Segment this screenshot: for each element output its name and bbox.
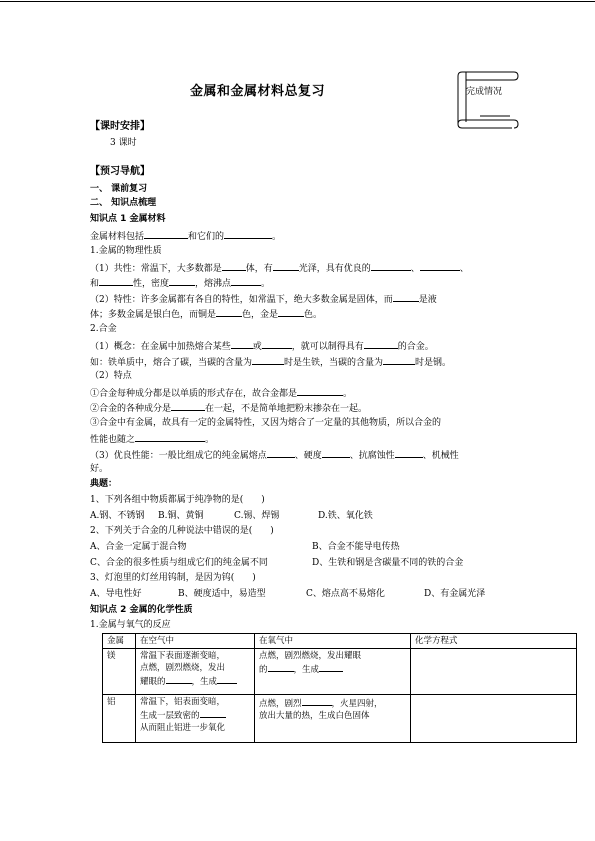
- metal-cell: 铝: [103, 695, 136, 743]
- blank: [166, 674, 192, 684]
- air-cell: [136, 695, 255, 743]
- kp1-line: [90, 355, 451, 369]
- blank: [383, 355, 415, 365]
- text: 是液: [418, 295, 437, 305]
- blank: [267, 448, 295, 458]
- cell-text: 点燃，剧烈燃烧，发出: [140, 663, 226, 673]
- option-b: B、硬度适中，易造型: [178, 589, 266, 599]
- oxygen-reaction-heading: 1.金属与氧气的反应: [90, 620, 171, 630]
- blank: [420, 261, 460, 271]
- text: 金属材料包括: [90, 232, 145, 242]
- text: 的: [259, 665, 268, 675]
- text: （1）共性：常温下，大多数都是: [90, 264, 222, 274]
- cell-text: [140, 708, 250, 722]
- option-b: B、合金不能导电传热: [312, 542, 400, 552]
- question-3: 3、灯泡里的灯丝用钨制，是因为钨( ): [90, 573, 256, 583]
- kp1-line: 1.金属的物理性质: [90, 246, 162, 256]
- text: 生成一层致密的: [140, 711, 200, 721]
- kp1-line: [90, 307, 322, 321]
- equation-cell: [411, 695, 577, 743]
- question-2: 2、下列关于合金的几种说法中错误的是( ): [90, 526, 274, 536]
- table-header-row: [103, 634, 577, 649]
- header-air: 在空气中: [136, 634, 255, 649]
- blank: [395, 448, 423, 458]
- oxygen-cell: [255, 695, 411, 743]
- table-row: [103, 649, 577, 695]
- blank: [231, 339, 253, 349]
- section-review: 一、 课前复习: [90, 184, 148, 194]
- blank: [135, 432, 205, 442]
- kp1-line: [90, 276, 270, 290]
- option-c: C、熔点高不易熔化: [306, 589, 385, 599]
- header-equation: 化学方程式: [411, 634, 577, 649]
- section-sort: 二、 知识点梳理: [90, 198, 157, 208]
- table-row: [103, 695, 577, 743]
- blank: [302, 696, 332, 706]
- blank: [200, 708, 226, 718]
- kp1-line: [90, 448, 459, 462]
- text: 。: [343, 389, 353, 399]
- option-c: C、合金的很多性质与组成它们的纯金属不同: [90, 558, 268, 568]
- kp1-line: [90, 401, 367, 415]
- text: 时是生铁，当碳的含量为: [284, 358, 384, 368]
- blank: [393, 292, 419, 302]
- metal-oxygen-table: [102, 633, 577, 743]
- cell-text: [140, 674, 250, 688]
- text: 点燃，剧烈: [259, 699, 302, 709]
- completion-label: 完成情况: [466, 87, 503, 97]
- blank: [319, 662, 343, 672]
- blank: [217, 674, 237, 684]
- text: 和: [90, 279, 100, 289]
- cell-text: 常温下表面逐渐变暗，: [140, 651, 226, 661]
- option-a: A、合金一定属于混合物: [90, 542, 187, 552]
- kp1-line: 好。: [90, 464, 109, 474]
- blank: [169, 276, 195, 286]
- blank: [268, 662, 294, 672]
- text: 光泽，具有优良的: [298, 264, 371, 274]
- blank: [297, 386, 343, 396]
- option-b: B.铜、黄铜: [158, 511, 204, 521]
- text: 。: [205, 435, 215, 445]
- text: 体，有: [245, 264, 273, 274]
- blank: [262, 339, 292, 349]
- blank: [216, 307, 242, 317]
- text: 、硬度: [294, 451, 322, 461]
- text: 的合金。: [397, 342, 434, 352]
- kp1-line: [90, 229, 281, 243]
- text: 耀眼的: [140, 677, 166, 687]
- option-d: D、生铁和钢是含碳量不同的铁的合金: [312, 558, 464, 568]
- text: 时是钢。: [415, 358, 452, 368]
- blank: [231, 276, 261, 286]
- cell-text: 放出大量的热，生成白色固体: [259, 711, 370, 721]
- text: （3）优良性能：一般比组成它的纯金属熔点: [90, 451, 267, 461]
- typical-questions-heading: 典题：: [90, 479, 118, 489]
- option-d: D.铁、氧化铁: [318, 511, 373, 521]
- blank: [224, 229, 272, 239]
- kp1-line: [90, 386, 352, 400]
- header-oxygen: 在氧气中: [255, 634, 411, 649]
- air-cell: [136, 649, 255, 695]
- cell-text: 点燃，剧烈燃烧，发出耀眼: [259, 651, 362, 661]
- text: 、抗腐蚀性: [349, 451, 395, 461]
- text: 、机械性: [422, 451, 459, 461]
- kp1-line: [90, 432, 214, 446]
- kp1-line: 2.合金: [90, 324, 117, 334]
- option-d: D、有金属光泽: [424, 589, 486, 599]
- blank: [364, 339, 398, 349]
- kp1-line: ③合金中有金属，故具有一定的金属特性，又因为熔合了一定量的其他物质，所以合金的: [90, 418, 442, 428]
- text: ，就可以制得具有: [291, 342, 364, 352]
- text: ①合金每种成分都是以单质的形式存在，故合金都是: [90, 389, 298, 399]
- option-c: C.锡、焊锡: [234, 511, 280, 521]
- text: ，火星四射，: [331, 699, 383, 709]
- text: 。: [261, 279, 271, 289]
- text: 、: [459, 264, 469, 274]
- section-guide: 【预习导航】: [90, 166, 150, 177]
- oxygen-cell: [255, 649, 411, 695]
- cell-text: 常温下，铝表面变暗，: [140, 697, 226, 707]
- text: 体；多数金属是银白色，而铜是: [90, 310, 217, 320]
- text: （1）概念：在金属中加热熔合某些: [90, 342, 231, 352]
- text: 如：铁单质中，熔合了碳，当碳的含量为: [90, 358, 253, 368]
- option-a: A、导电性好: [90, 589, 142, 599]
- equation-cell: [411, 649, 577, 695]
- text: 色，金是: [242, 310, 279, 320]
- cell-text: [259, 696, 406, 710]
- blank: [273, 261, 299, 271]
- text: 性，密度: [133, 279, 170, 289]
- text: ，熔沸点: [195, 279, 232, 289]
- text: 、: [410, 264, 420, 274]
- cell-text: 从而阻止铝进一步氧化: [140, 723, 226, 733]
- text: 和它们的: [188, 232, 225, 242]
- kp1-line: [90, 292, 437, 306]
- hours: 3 课时: [110, 138, 137, 148]
- text: 性能也随之: [90, 435, 136, 445]
- kp1-line: [90, 339, 434, 353]
- document-title: 金属和金属材料总复习: [190, 84, 326, 99]
- text: ，生成: [191, 677, 218, 687]
- text: （2）特性：许多金属都有各自的特性，如常温下，绝大多数金属是固体，而: [90, 295, 393, 305]
- blank: [171, 401, 205, 411]
- knowledge-point-1: 知识点 1 金属材料: [90, 214, 166, 224]
- blank: [222, 261, 246, 271]
- blank: [252, 355, 284, 365]
- metal-cell: 镁: [103, 649, 136, 695]
- blank: [371, 261, 411, 271]
- knowledge-point-2: 知识点 2 金属的化学性质: [90, 605, 193, 615]
- text: 或: [252, 342, 262, 352]
- page-top-rule: [0, 1, 595, 2]
- option-a: A.钢、不锈钢: [90, 511, 145, 521]
- cell-text: [259, 662, 406, 676]
- blank: [99, 276, 133, 286]
- text: ，生成: [293, 665, 320, 675]
- scroll-badge-icon: [452, 66, 522, 132]
- kp1-line: [90, 261, 469, 275]
- text: ②合金的各种成分是: [90, 404, 172, 414]
- text: 在一起，不是简单地把粉末掺杂在一起。: [205, 404, 368, 414]
- text: 。: [272, 232, 282, 242]
- question-1: 1、下列各组中物质都属于纯净物的是( ): [90, 495, 265, 505]
- blank: [322, 448, 350, 458]
- section-schedule: 【课时安排】: [90, 121, 150, 132]
- blank: [144, 229, 188, 239]
- text: 色。: [304, 310, 323, 320]
- kp1-line: （2）特点: [90, 371, 132, 381]
- blank: [278, 307, 304, 317]
- header-metal: 金属: [103, 634, 136, 649]
